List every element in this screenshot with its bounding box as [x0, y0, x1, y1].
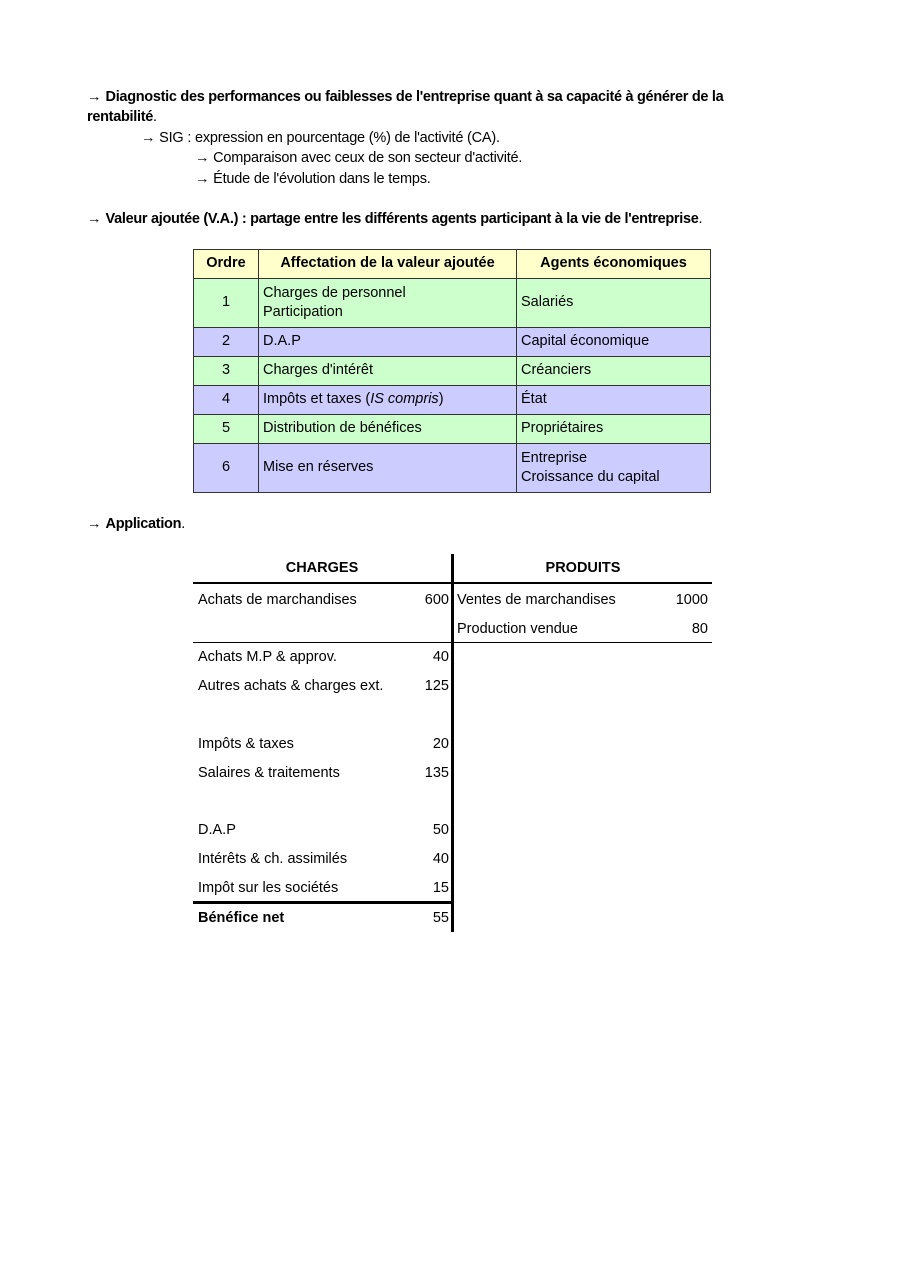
header-rule	[193, 582, 712, 584]
table-row	[194, 279, 711, 328]
produit-label: Production vendue	[457, 621, 578, 637]
produit-value: 1000	[675, 592, 708, 608]
charge-label: Achats M.P & approv.	[198, 649, 337, 665]
diagnostic-text-cont: rentabilité	[87, 109, 153, 125]
agent-cell: Créanciers	[517, 357, 711, 386]
charge-label: Intérêts & ch. assimilés	[198, 851, 348, 867]
ordre-cell: 1	[194, 279, 259, 328]
agent-cell: Salariés	[517, 279, 711, 328]
charge-label: D.A.P	[198, 822, 236, 838]
charge-value: 40	[432, 851, 449, 867]
charge-value: 40	[432, 649, 449, 665]
diagnostic-line-1	[87, 87, 723, 107]
table-row	[194, 357, 711, 386]
affectation-cell	[259, 279, 517, 328]
va-heading-text: Valeur ajoutée (V.A.) : partage entre les différents agents participant à la vie de l'entreprise	[105, 211, 699, 227]
t-account-divider	[451, 554, 454, 932]
diagnostic-text: Diagnostic des performances ou faiblesses de l'entreprise quant à sa capacité à générer de la	[105, 89, 724, 105]
va-table	[193, 249, 711, 493]
charge-value: 20	[432, 736, 449, 752]
diagnostic-line-2	[87, 107, 157, 127]
charge-value: 600	[424, 592, 449, 608]
application-heading-text: Application	[105, 516, 182, 532]
charge-value: 15	[432, 880, 449, 896]
period: .	[698, 211, 703, 227]
agent-text-2: Croissance du capital	[521, 469, 660, 485]
charges-header: CHARGES	[285, 560, 359, 576]
benefice-rule	[193, 901, 452, 904]
arrow-icon: →	[87, 89, 102, 105]
affectation-text: Impôts et taxes (	[263, 391, 371, 408]
benefice-label: Bénéfice net	[198, 910, 285, 926]
charge-label: Autres achats & charges ext.	[198, 678, 384, 694]
affectation-text-close: )	[438, 391, 444, 408]
header-ordre: Ordre	[194, 250, 259, 279]
ordre-cell: 2	[194, 328, 259, 357]
produits-header: PRODUITS	[545, 560, 621, 576]
agent-cell: Propriétaires	[517, 415, 711, 444]
charge-value: 125	[424, 678, 449, 694]
table-row	[194, 328, 711, 357]
section-rule	[193, 642, 712, 643]
table-row	[194, 444, 711, 493]
ordre-cell: 3	[194, 357, 259, 386]
va-table-header	[194, 250, 711, 279]
sig-line: → SIG : expression en pourcentage (%) de l'activité (CA).	[141, 130, 500, 146]
charge-value: 135	[424, 765, 449, 781]
income-statement-t-account	[193, 554, 712, 934]
produit-value: 80	[691, 621, 708, 637]
period: .	[181, 516, 186, 532]
va-heading	[87, 209, 703, 229]
agent-cell	[517, 444, 711, 493]
agent-cell: Capital économique	[517, 328, 711, 357]
application-heading	[87, 514, 185, 534]
affectation-cell: Distribution de bénéfices	[259, 415, 517, 444]
arrow-icon: →	[87, 211, 102, 227]
produit-label: Ventes de marchandises	[457, 592, 616, 608]
charge-label: Impôt sur les sociétés	[198, 880, 339, 896]
affectation-text-2: Participation	[263, 304, 343, 320]
affectation-italic: IS compris	[370, 391, 439, 408]
table-row	[194, 415, 711, 444]
table-row	[194, 386, 711, 415]
header-affectation: Affectation de la valeur ajoutée	[259, 250, 517, 279]
charge-label: Achats de marchandises	[198, 592, 357, 608]
affectation-cell: D.A.P	[259, 328, 517, 357]
benefice-value: 55	[432, 910, 449, 926]
ordre-cell: 6	[194, 444, 259, 493]
period: .	[153, 109, 158, 125]
ordre-cell: 4	[194, 386, 259, 415]
charge-value: 50	[432, 822, 449, 838]
charge-label: Salaires & traitements	[198, 765, 340, 781]
header-agents: Agents économiques	[517, 250, 711, 279]
arrow-icon: →	[87, 516, 102, 532]
etude-line: → Étude de l'évolution dans le temps.	[195, 171, 431, 187]
agent-cell: État	[517, 386, 711, 415]
agent-text: Entreprise	[521, 449, 588, 466]
charge-label: Impôts & taxes	[198, 736, 294, 752]
comparaison-line: → Comparaison avec ceux de son secteur d'activité.	[195, 150, 523, 166]
affectation-cell: Charges d'intérêt	[259, 357, 517, 386]
ordre-cell: 5	[194, 415, 259, 444]
affectation-cell	[259, 386, 517, 415]
affectation-text: Charges de personnel	[263, 284, 406, 301]
affectation-cell: Mise en réserves	[259, 444, 517, 493]
